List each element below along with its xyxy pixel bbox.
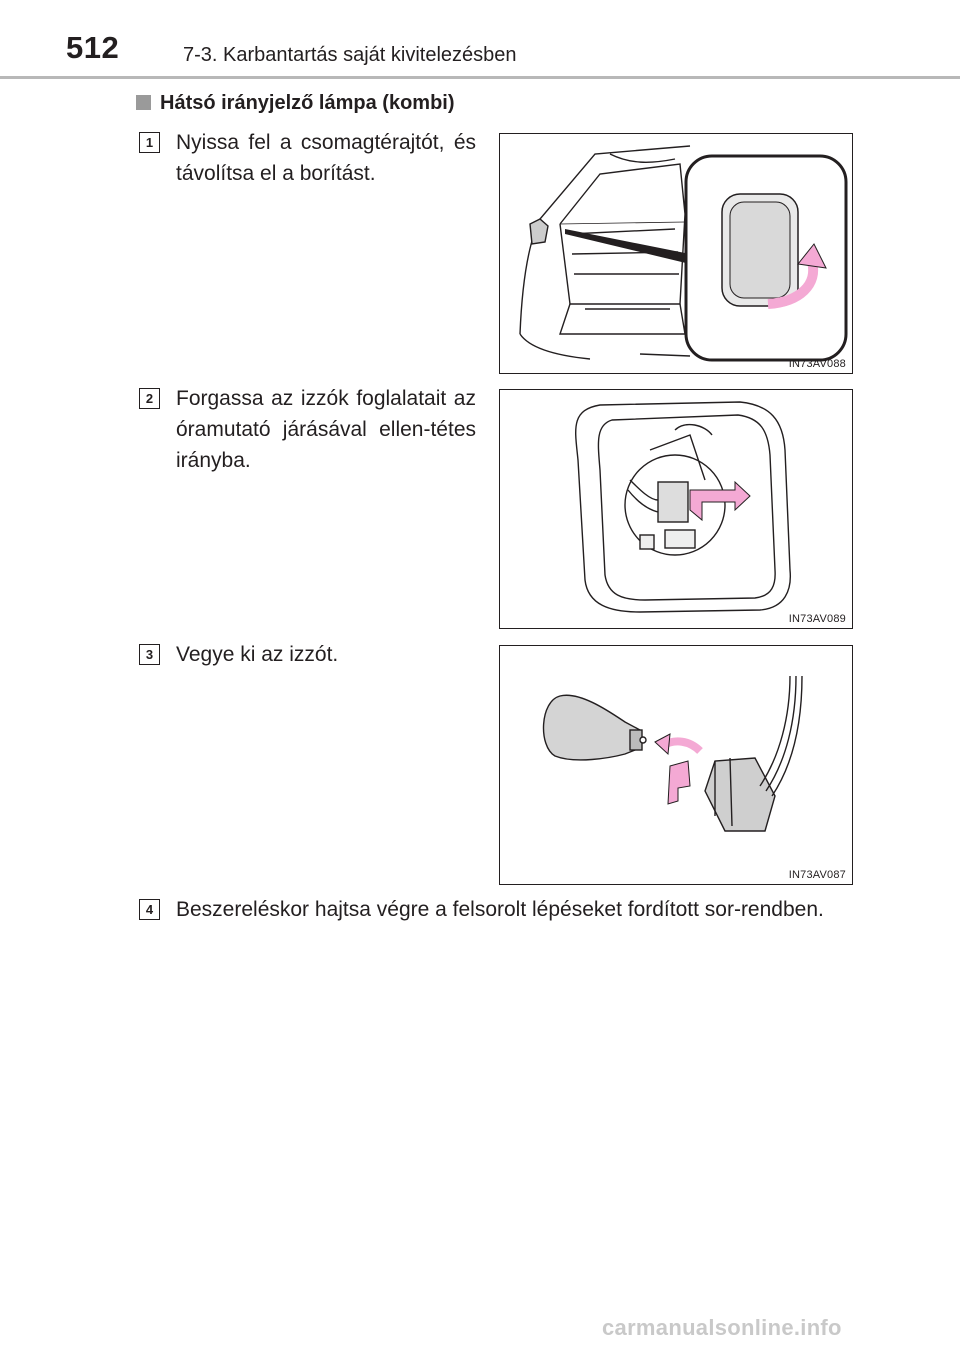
step-number-1: 1	[139, 132, 160, 153]
bulb-removal-icon	[500, 646, 852, 884]
figure-bulb-removal	[499, 645, 853, 885]
step-number-2: 2	[139, 388, 160, 409]
figure-code: IN73AV089	[788, 613, 846, 625]
figure-bulb-socket	[499, 389, 853, 629]
figure-code: IN73AV088	[788, 358, 846, 370]
step-text-3: Vegye ki az izzót.	[176, 643, 339, 666]
page-header	[0, 0, 960, 80]
step-text-4: Beszereléskor hajtsa végre a felsorolt lépéseket fordított sor-rendben.	[176, 898, 824, 921]
watermark: carmanualsonline.info	[602, 1315, 842, 1340]
heading-text: Hátsó irányjelző lámpa (kombi)	[160, 92, 455, 114]
step-text-1: Nyissa fel a csomagtérajtót, és távolítsa el a borítást.	[176, 131, 476, 185]
heading-bullet-icon	[136, 95, 151, 110]
header-divider	[0, 76, 960, 79]
bulb-socket-rotate-icon	[500, 390, 852, 628]
figure-code: IN73AV087	[788, 869, 846, 881]
step-number-3: 3	[139, 644, 160, 665]
step-text-2: Forgassa az izzók foglalatait az óramutató járásával ellen-tétes irányba.	[176, 387, 476, 472]
figure-trunk-cover	[499, 133, 853, 374]
step-number-4: 4	[139, 899, 160, 920]
page-number: 512	[66, 30, 120, 65]
section-title: 7-3. Karbantartás saját kivitelezésben	[183, 44, 517, 66]
trunk-cover-removal-icon	[500, 134, 852, 373]
subsection-heading	[136, 92, 455, 115]
